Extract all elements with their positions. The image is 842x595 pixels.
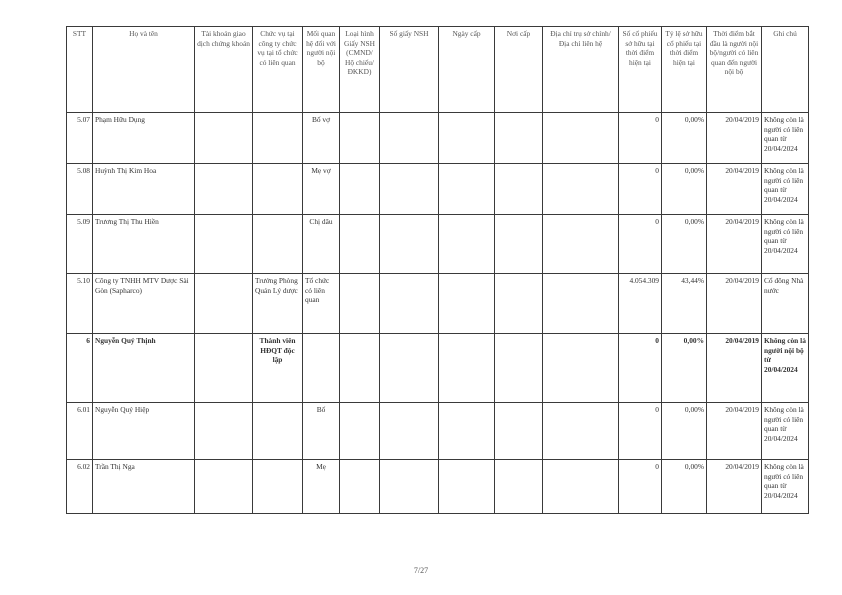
row-name: Nguyễn Quý Thịnh (93, 334, 195, 403)
row-issue-place (495, 274, 543, 334)
table-header-row (67, 27, 809, 113)
row-note: Không còn là người có liên quan từ 20/04/2024 (762, 403, 809, 460)
row-address (543, 460, 619, 514)
row-issue-date (439, 215, 495, 274)
row-note: Cổ đông Nhà nước (762, 274, 809, 334)
row-since: 20/04/2019 (707, 334, 762, 403)
header-account: Tài khoản giao dịch chứng khoán (195, 27, 253, 113)
table-row (67, 460, 809, 514)
row-issue-place (495, 403, 543, 460)
row-account (195, 274, 253, 334)
row-note: Không còn là người có liên quan từ 20/04/2024 (762, 460, 809, 514)
row-ratio: 0,00% (662, 403, 707, 460)
row-id-type (340, 113, 380, 164)
row-since: 20/04/2019 (707, 460, 762, 514)
row-ratio: 43,44% (662, 274, 707, 334)
row-ratio: 0,00% (662, 334, 707, 403)
row-account (195, 460, 253, 514)
row-issue-place (495, 460, 543, 514)
row-account (195, 113, 253, 164)
row-name: Trương Thị Thu Hiền (93, 215, 195, 274)
row-name: Trần Thị Nga (93, 460, 195, 514)
row-position: Trưởng Phòng Quản Lý dược (253, 274, 303, 334)
row-number: 5.09 (67, 215, 93, 274)
header-note: Ghi chú (762, 27, 809, 113)
row-issue-date (439, 113, 495, 164)
row-account (195, 215, 253, 274)
row-number: 6.02 (67, 460, 93, 514)
header-stt: STT (67, 27, 93, 113)
row-number: 5.07 (67, 113, 93, 164)
row-shares: 0 (619, 164, 662, 215)
header-id-type: Loại hình Giấy NSH (CMND/ Hộ chiếu/ ĐKKD) (340, 27, 380, 113)
row-position (253, 215, 303, 274)
row-account (195, 334, 253, 403)
row-id-number (380, 403, 439, 460)
row-ratio: 0,00% (662, 164, 707, 215)
row-name: Nguyễn Quý Hiệp (93, 403, 195, 460)
row-issue-date (439, 403, 495, 460)
row-since: 20/04/2019 (707, 274, 762, 334)
table-row (67, 403, 809, 460)
header-shares: Số cổ phiếu sở hữu tại thời điểm hiện tại (619, 27, 662, 113)
row-since: 20/04/2019 (707, 403, 762, 460)
row-address (543, 113, 619, 164)
row-id-type (340, 334, 380, 403)
table-row (67, 334, 809, 403)
row-relation: Bố vợ (303, 113, 340, 164)
row-number: 5.10 (67, 274, 93, 334)
header-relation: Mối quan hệ đối với người nội bộ (303, 27, 340, 113)
row-account (195, 164, 253, 215)
header-position: Chức vụ tại công ty chức vụ tại tổ chức có liên quan (253, 27, 303, 113)
row-address (543, 403, 619, 460)
row-since: 20/04/2019 (707, 215, 762, 274)
table-row (67, 215, 809, 274)
header-since: Thời điểm bắt đầu là người nội bộ/người có liên quan đến người nội bộ (707, 27, 762, 113)
page-number: 7/27 (413, 566, 429, 575)
row-shares: 0 (619, 403, 662, 460)
row-account (195, 403, 253, 460)
row-id-number (380, 334, 439, 403)
header-name: Họ và tên (93, 27, 195, 113)
row-id-type (340, 274, 380, 334)
row-relation (303, 334, 340, 403)
row-note: Không còn là người có liên quan từ 20/04/2024 (762, 113, 809, 164)
row-issue-date (439, 460, 495, 514)
row-issue-date (439, 164, 495, 215)
row-relation: Mẹ (303, 460, 340, 514)
row-number: 6.01 (67, 403, 93, 460)
row-id-type (340, 164, 380, 215)
row-position (253, 113, 303, 164)
row-issue-place (495, 164, 543, 215)
row-address (543, 164, 619, 215)
row-ratio: 0,00% (662, 113, 707, 164)
row-id-number (380, 215, 439, 274)
row-note: Không còn là người có liên quan từ 20/04/2024 (762, 164, 809, 215)
row-position: Thành viên HĐQT độc lập (253, 334, 303, 403)
row-shares: 0 (619, 215, 662, 274)
row-position (253, 164, 303, 215)
row-relation: Mẹ vợ (303, 164, 340, 215)
row-ratio: 0,00% (662, 460, 707, 514)
header-ratio: Tỷ lệ sở hữu cổ phiếu tại thời điểm hiện tại (662, 27, 707, 113)
row-id-type (340, 215, 380, 274)
row-relation: Bố (303, 403, 340, 460)
row-address (543, 334, 619, 403)
row-shares: 4.054.309 (619, 274, 662, 334)
row-issue-date (439, 334, 495, 403)
row-shares: 0 (619, 113, 662, 164)
row-since: 20/04/2019 (707, 113, 762, 164)
table-row (67, 113, 809, 164)
row-note: Không còn là người nội bộ từ 20/04/2024 (762, 334, 809, 403)
row-number: 5.08 (67, 164, 93, 215)
row-position (253, 403, 303, 460)
row-id-number (380, 113, 439, 164)
row-id-type (340, 460, 380, 514)
table-body (67, 113, 809, 514)
row-id-number (380, 274, 439, 334)
row-note: Không còn là người có liên quan từ 20/04/2024 (762, 215, 809, 274)
header-id-number: Số giấy NSH (380, 27, 439, 113)
row-issue-place (495, 334, 543, 403)
row-issue-date (439, 274, 495, 334)
row-name: Công ty TNHH MTV Dược Sài Gòn (Sapharco) (93, 274, 195, 334)
header-address: Địa chỉ trụ sở chính/ Địa chỉ liên hệ (543, 27, 619, 113)
row-issue-place (495, 113, 543, 164)
header-issue-date: Ngày cấp (439, 27, 495, 113)
row-address (543, 215, 619, 274)
row-relation: Tổ chức có liên quan (303, 274, 340, 334)
row-relation: Chị dâu (303, 215, 340, 274)
insider-table (66, 26, 809, 514)
row-shares: 0 (619, 334, 662, 403)
table-row (67, 164, 809, 215)
row-name: Huỳnh Thị Kim Hoa (93, 164, 195, 215)
row-shares: 0 (619, 460, 662, 514)
row-id-type (340, 403, 380, 460)
header-issue-place: Nơi cấp (495, 27, 543, 113)
row-issue-place (495, 215, 543, 274)
row-number: 6 (67, 334, 93, 403)
row-ratio: 0,00% (662, 215, 707, 274)
row-id-number (380, 164, 439, 215)
row-id-number (380, 460, 439, 514)
row-position (253, 460, 303, 514)
row-address (543, 274, 619, 334)
row-since: 20/04/2019 (707, 164, 762, 215)
row-name: Phạm Hữu Dụng (93, 113, 195, 164)
table-row (67, 274, 809, 334)
